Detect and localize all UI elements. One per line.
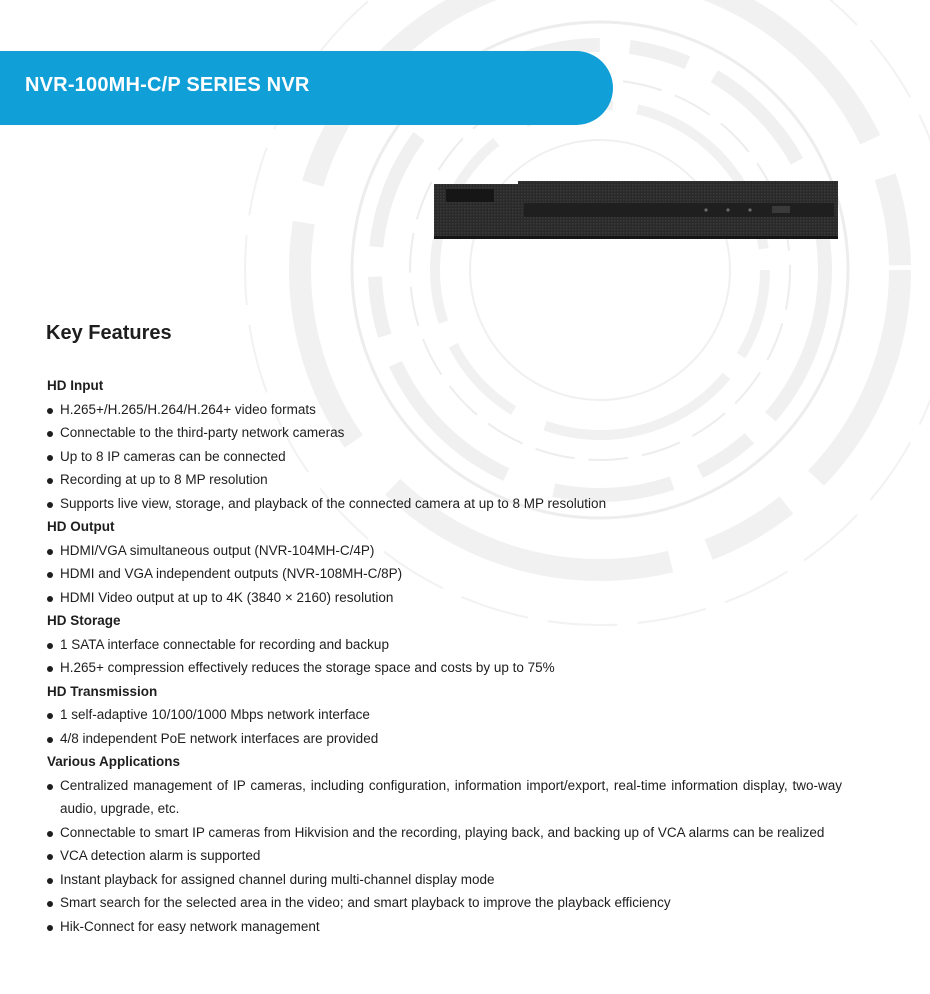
page-title: NVR-100MH-C/P SERIES NVR xyxy=(25,74,310,96)
group-title: HD Output xyxy=(47,519,115,534)
feature-item: Connectable to smart IP cameras from Hikvision and the recording, playing back, and backing up of VCA alarms can be realized xyxy=(47,821,842,845)
feature-item: Up to 8 IP cameras can be connected xyxy=(47,445,842,469)
feature-item: HDMI and VGA independent outputs (NVR-108MH-C/8P) xyxy=(47,562,842,586)
group-hd-transmission xyxy=(47,680,842,751)
group-hd-output xyxy=(47,515,842,609)
feature-item: 4/8 independent PoE network interfaces are provided xyxy=(47,727,842,751)
group-various-applications xyxy=(47,750,842,938)
feature-item: Smart search for the selected area in the video; and smart playback to improve the playback efficiency xyxy=(47,891,842,915)
feature-item: Supports live view, storage, and playback of the connected camera at up to 8 MP resolution xyxy=(47,492,842,516)
feature-item: Recording at up to 8 MP resolution xyxy=(47,468,842,492)
group-hd-storage xyxy=(47,609,842,680)
nvr-device-icon xyxy=(434,181,838,239)
feature-item: 1 SATA interface connectable for recording and backup xyxy=(47,633,842,657)
feature-item: H.265+ compression effectively reduces the storage space and costs by up to 75% xyxy=(47,656,842,680)
feature-item: VCA detection alarm is supported xyxy=(47,844,842,868)
feature-item: H.265+/H.265/H.264/H.264+ video formats xyxy=(47,398,842,422)
feature-item: Instant playback for assigned channel during multi-channel display mode xyxy=(47,868,842,892)
group-title: Various Applications xyxy=(47,754,181,769)
feature-item: HDMI Video output at up to 4K (3840 × 2160) resolution xyxy=(47,586,842,610)
group-title: HD Transmission xyxy=(47,683,158,699)
feature-item: 1 self-adaptive 10/100/1000 Mbps network interface xyxy=(47,703,842,727)
key-features-heading: Key Features xyxy=(46,322,172,344)
feature-item: Connectable to the third-party network cameras xyxy=(47,421,842,445)
group-hd-input xyxy=(47,374,842,515)
feature-item: Centralized management of IP cameras, including configuration, information import/export, real-time information display, two-way audio, upgrade, etc. xyxy=(47,774,842,821)
title-banner xyxy=(0,51,613,125)
feature-item: Hik-Connect for easy network management xyxy=(47,915,842,939)
feature-item: HDMI/VGA simultaneous output (NVR-104MH-C/4P) xyxy=(47,539,842,563)
group-title: HD Storage xyxy=(47,613,121,628)
features-list xyxy=(47,374,842,938)
group-title: HD Input xyxy=(47,378,104,393)
